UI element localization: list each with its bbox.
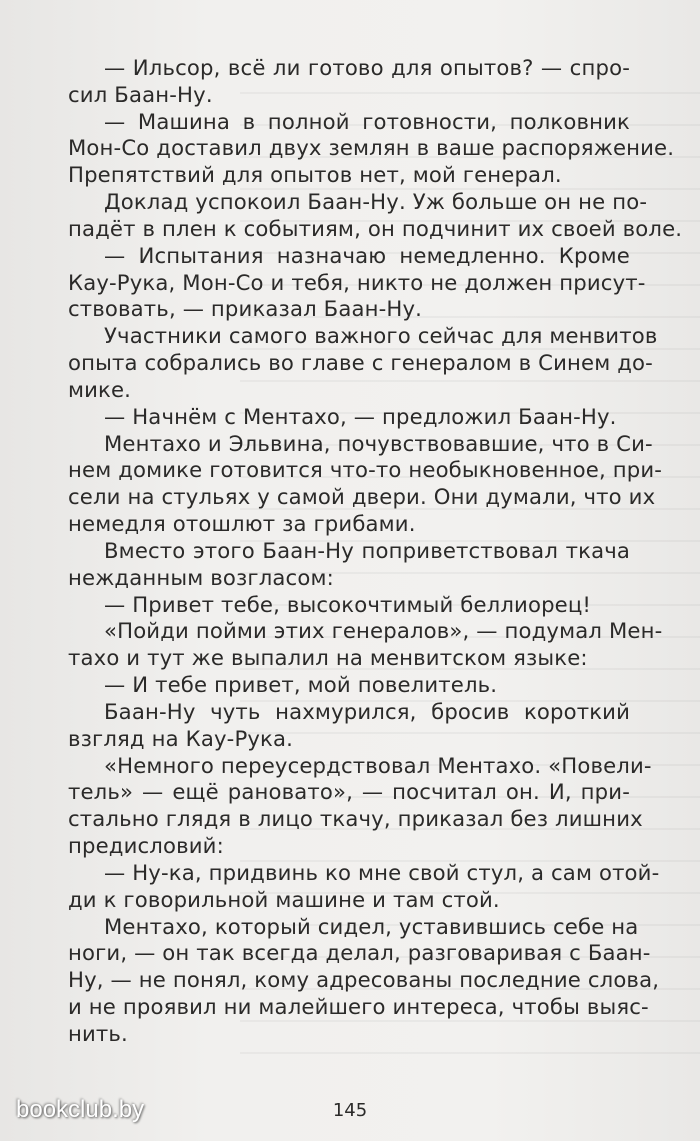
paragraph bbox=[68, 55, 630, 109]
text-line: «Немного переусердствовал Ментахо. «Повели- bbox=[104, 752, 652, 778]
paragraph bbox=[68, 752, 652, 860]
text-line: «Пойди пойми этих генералов», — подумал Мен- bbox=[104, 618, 663, 644]
paragraph bbox=[68, 430, 663, 538]
text-line: нить. bbox=[68, 1020, 128, 1046]
text-line: Баан-Ну чуть нахмурился, бросив короткий bbox=[104, 698, 630, 724]
text-line: тель» — ещё рановато», — посчитал он. И, при- bbox=[68, 779, 630, 805]
text-line: — Начнём с Ментахо, — предложил Баан-Ну. bbox=[104, 403, 617, 429]
text-line: Участники самого важного сейчас для менвитов bbox=[104, 323, 658, 349]
text-line: взгляд на Кау-Рука. bbox=[68, 725, 294, 751]
page-number: 145 bbox=[332, 1100, 368, 1121]
watermark: bookclub.by bbox=[16, 1096, 145, 1123]
text-line: опыта собрались во главе с генералом в Синем до- bbox=[68, 350, 653, 376]
text-line: Мон-Со доставил двух землян в ваше распоряжение. bbox=[68, 135, 675, 161]
text-line: сил Баан-Ну. bbox=[68, 81, 213, 107]
text-line: — Испытания назначаю немедленно. Кроме bbox=[104, 242, 630, 268]
text-line: Ну, — не понял, кому адресованы последние слова, bbox=[68, 967, 660, 993]
paragraph bbox=[68, 242, 646, 323]
paragraph bbox=[68, 913, 660, 1048]
paragraph bbox=[68, 699, 630, 753]
paragraph bbox=[68, 859, 660, 914]
text-line: — И тебе привет, мой повелитель. bbox=[104, 672, 498, 698]
paragraph bbox=[68, 618, 663, 672]
text-line: ноги, — он так всегда делал, разговаривая с Баан- bbox=[68, 940, 651, 966]
text-line: — Привет тебе, высокочтимый беллиорец! bbox=[104, 591, 592, 617]
text-line: и не проявил ни малейшего интереса, чтобы выяс- bbox=[68, 993, 649, 1019]
text-line: — Ну-ка, придвинь ко мне свой стул, а сам отой- bbox=[104, 859, 660, 885]
text-line: предисловий: bbox=[68, 833, 224, 859]
paragraph bbox=[68, 108, 675, 189]
text-line: — Машина в полной готовности, полковник bbox=[104, 108, 630, 134]
text-line: ди к говорильной машине и там стой. bbox=[68, 886, 500, 912]
text-line: Доклад успокоил Баан-Ну. Уж больше он не по- bbox=[104, 189, 648, 215]
paragraph bbox=[68, 592, 630, 619]
text-line: мике. bbox=[68, 376, 132, 402]
text-line: сели на стульях у самой двери. Они думали, что их bbox=[68, 484, 656, 510]
text-line: немедля отошлют за грибами. bbox=[68, 511, 416, 537]
text-line: Кау-Рука, Мон-Со и тебя, никто не должен присут- bbox=[68, 269, 646, 295]
paragraph bbox=[68, 404, 630, 431]
paragraph bbox=[68, 323, 658, 403]
text-line: ствовать, — приказал Баан-Ну. bbox=[68, 296, 423, 322]
text-line: Ментахо и Эльвина, почувствовавшие, что в Си- bbox=[104, 430, 653, 456]
text-line: — Ильсор, всё ли готово для опытов? — спро- bbox=[104, 55, 630, 80]
body-text bbox=[68, 55, 683, 1048]
paragraph bbox=[68, 189, 683, 243]
text-line: нем домике готовится что-то необыкновенное, при- bbox=[68, 457, 663, 483]
text-line: Ментахо, который сидел, уставившись себе на bbox=[104, 913, 639, 939]
text-line: тахо и тут же выпалил на менвитском языке: bbox=[68, 645, 588, 671]
text-line: нежданным возгласом: bbox=[68, 564, 334, 590]
paragraph bbox=[68, 672, 630, 699]
paragraph bbox=[68, 538, 630, 592]
text-line: падёт в плен к событиям, он подчинит их своей воле. bbox=[68, 215, 683, 241]
text-line: Препятствий для опытов нет, мой генерал. bbox=[68, 162, 562, 188]
text-line: стально глядя в лицо ткачу, приказал без лишних bbox=[68, 806, 643, 832]
text-line: Вместо этого Баан-Ну поприветствовал ткача bbox=[104, 537, 630, 563]
